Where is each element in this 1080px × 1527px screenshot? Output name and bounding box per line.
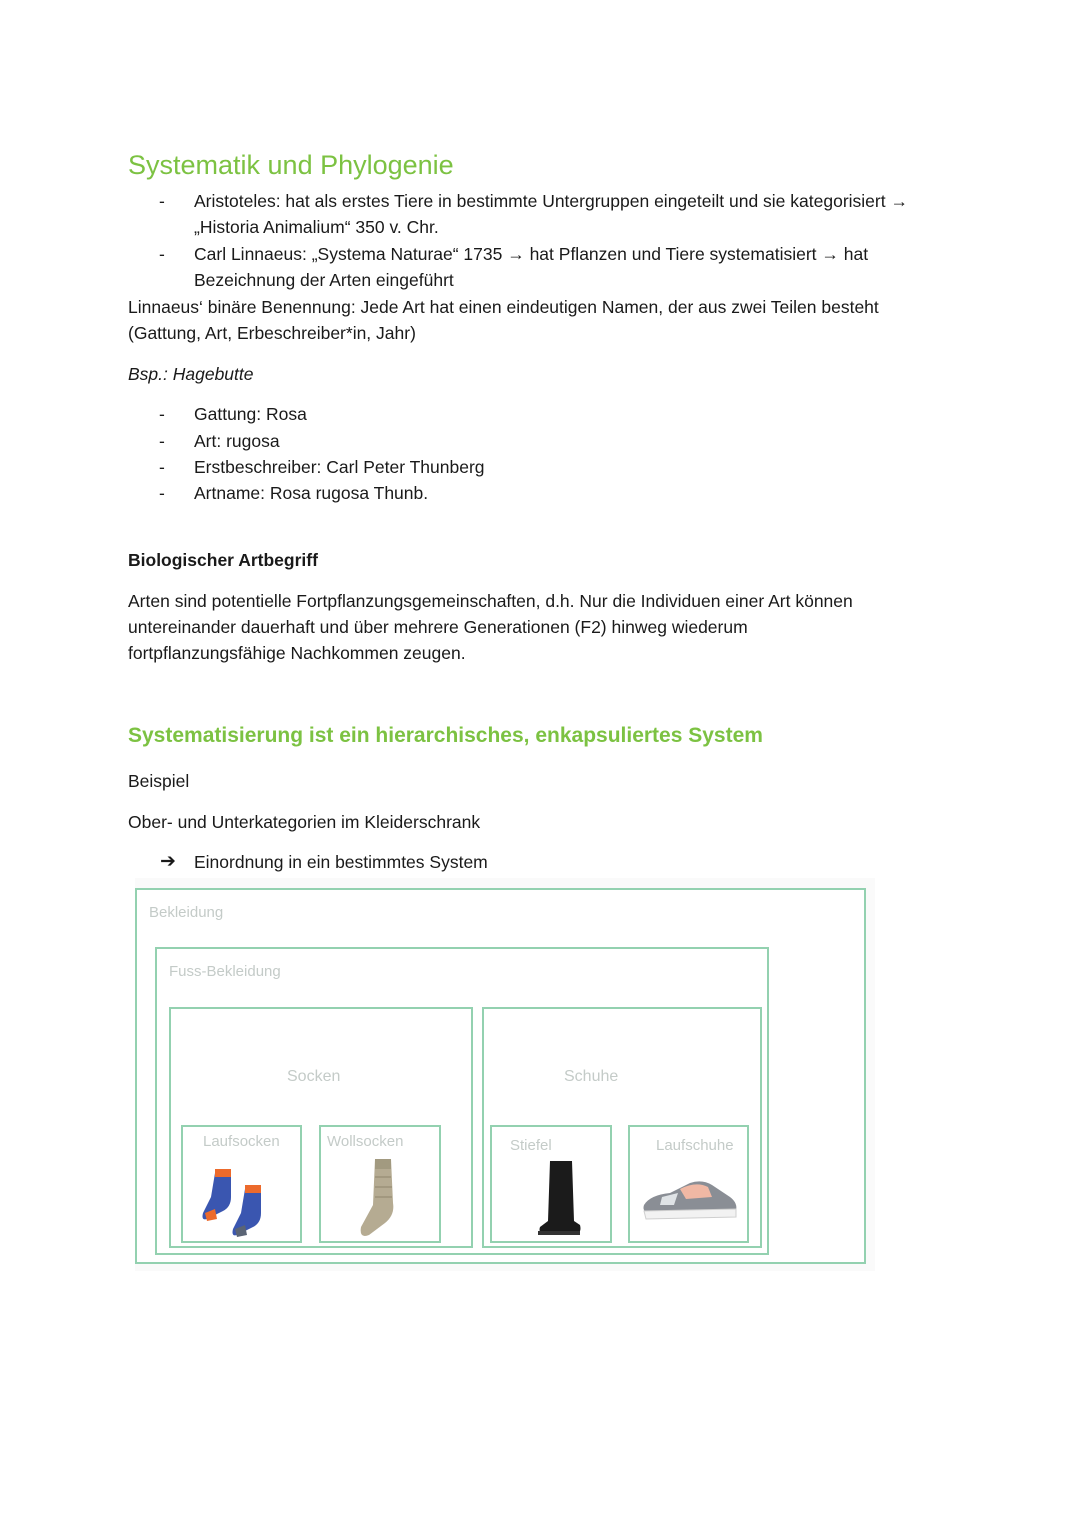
page-title: Systematik und Phylogenie bbox=[128, 150, 454, 180]
box-wollsocken bbox=[319, 1125, 441, 1243]
running-shoe-icon bbox=[640, 1175, 740, 1225]
hierarchy-diagram bbox=[135, 878, 875, 1271]
box-label: Socken bbox=[287, 1068, 341, 1085]
boot-icon bbox=[536, 1159, 586, 1237]
linnaeus-line-1: Carl Linnaeus: „Systema Naturae“ 1735 → hat Pflanzen und Tiere systematisiert → hat bbox=[194, 244, 869, 264]
box-label: Bekleidung bbox=[149, 904, 224, 921]
example-label: Bsp.: Hagebutte bbox=[128, 364, 254, 384]
beispiel-label: Beispiel bbox=[128, 771, 190, 791]
bullet-marker: - bbox=[159, 404, 165, 424]
bullet-marker: - bbox=[159, 431, 165, 451]
bullet-marker: - bbox=[159, 457, 165, 477]
box-label: Laufsocken bbox=[203, 1133, 280, 1150]
arrow-text: Einordnung in ein bestimmtes System bbox=[194, 852, 488, 872]
box-label: Fuss-Bekleidung bbox=[169, 963, 281, 980]
wardrobe-text: Ober- und Unterkategorien im Kleiderschrank bbox=[128, 812, 481, 832]
bullet-marker: - bbox=[159, 483, 165, 503]
binary-naming-line-2: (Gattung, Art, Erbeschreiber*in, Jahr) bbox=[128, 323, 416, 343]
example-item: Gattung: Rosa bbox=[194, 404, 307, 424]
artbegriff-line-3: fortpflanzungsfähige Nachkommen zeugen. bbox=[128, 643, 466, 663]
example-item: Erstbeschreiber: Carl Peter Thunberg bbox=[194, 457, 485, 477]
bullet-marker: - bbox=[159, 191, 165, 211]
box-label: Laufschuhe bbox=[656, 1137, 734, 1154]
example-item: Art: rugosa bbox=[194, 431, 280, 451]
box-laufschuhe bbox=[628, 1125, 749, 1243]
wool-sock-icon bbox=[355, 1157, 405, 1239]
box-label: Wollsocken bbox=[327, 1133, 404, 1150]
box-laufsocken bbox=[181, 1125, 302, 1243]
box-stiefel bbox=[490, 1125, 612, 1243]
section-heading-artbegriff: Biologischer Artbegriff bbox=[128, 550, 318, 570]
box-label: Stiefel bbox=[510, 1137, 552, 1154]
box-label: Schuhe bbox=[564, 1068, 619, 1085]
running-sock-icon bbox=[201, 1167, 271, 1239]
example-item: Artname: Rosa rugosa Thunb. bbox=[194, 483, 429, 503]
arrow-icon: ➔ bbox=[160, 851, 176, 872]
section-heading-systematisierung: Systematisierung ist ein hierarchisches, enkapsuliertes System bbox=[128, 724, 763, 747]
artbegriff-line-2: untereinander dauerhaft und über mehrere Generationen (F2) hinweg wiederum bbox=[128, 617, 748, 637]
artbegriff-line-1: Arten sind potentielle Fortpflanzungsgemeinschaften, d.h. Nur die Individuen einer Art können bbox=[128, 591, 853, 611]
aristoteles-line-1: Aristoteles: hat als erstes Tiere in bestimmte Untergruppen eingeteilt und sie kategorisiert → bbox=[194, 191, 908, 211]
aristoteles-line-2: „Historia Animalium“ 350 v. Chr. bbox=[194, 217, 439, 237]
binary-naming-line-1: Linnaeus‘ binäre Benennung: Jede Art hat einen eindeutigen Namen, der aus zwei Teilen besteht bbox=[128, 297, 879, 317]
linnaeus-line-2: Bezeichnung der Arten eingeführt bbox=[194, 270, 454, 290]
bullet-marker: - bbox=[159, 244, 165, 264]
